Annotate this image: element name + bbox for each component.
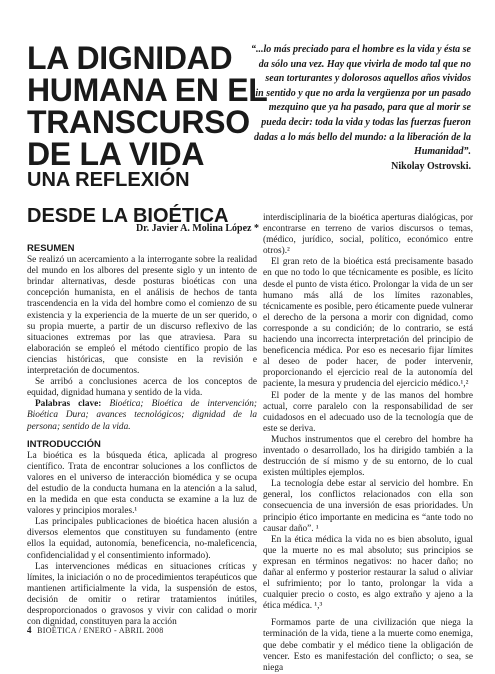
page-footer xyxy=(27,625,164,635)
body-paragraph: El poder de la mente y de las manos del hombre actual, corre paralelo con la responsabilidad de ser cuidadosos en el adecuado uso de la tecnología que de este se deriva. xyxy=(263,390,473,434)
subtitle-line: DESDE LA BIOÉTICA xyxy=(27,205,229,227)
keywords-text: Bioética; Bioética de intervención; Bioética Dura; avances tecnológicos; dignidad de la persona; sentido de la vida. xyxy=(27,399,257,432)
article-title xyxy=(27,42,287,170)
body-paragraph: La tecnología debe estar al servicio del hombre. En general, los conflictos relacionados con ella son consecuencia de una inversión de esas prioridades. Un principio ético importante en medicina es “ante todo no causar daño”. ¹ xyxy=(263,479,473,534)
resumen-paragraph: Se realizó un acercamiento a la interrogante sobre la realidad del mundo en los albores del presente siglo y un intento de brindar alternativas, desde posturas bioéticas con una concepción humanista, en el análisis de hechos de tanta trascendencia en la vida del hombre como el comienzo de su existencia y la experiencia de la muerte de un ser querido, o su propia muerte, a partir de un discurso reflexivo de las situaciones extremas por las que atraviesa. Para su elaboración se empleó el método científico propio de las ciencias históricas, que consiste en la revisión e interpretación de documentos. xyxy=(27,255,257,377)
intro-paragraph: Las principales publicaciones de bioética hacen alusión a diversos elementos que constituyen su fundamento (entre ellos la equidad, autonomía, beneficencia, no-maleficencia, confidencialidad y el consentimiento informado). xyxy=(27,517,257,561)
left-column xyxy=(27,243,257,628)
intro-heading: INTRODUCCIÓN xyxy=(27,438,101,450)
intro-paragraph: La bioética es la búsqueda ética, aplicada al progreso científico. Trata de encontrar soluciones a los conflictos de valores en el universo de interacción biomédica y se ocupa del estudio de la conducta humana en la atención a la salud, en la medida en que esta conducta se examine a la luz de valores y principios morales.¹ xyxy=(27,450,257,517)
keywords-label: Palabras clave: xyxy=(35,399,102,410)
keywords xyxy=(27,399,257,432)
quote-attribution: Nikolay Ostrovski. xyxy=(391,160,471,172)
right-column xyxy=(263,213,473,674)
body-paragraph: interdisciplinaria de la bioética aperturas dialógicas, por encontrarse en terreno de varios discursos o temas, (médico, jurídico, social, político, económico entre otros).² xyxy=(263,213,473,257)
quote-text: “...lo más preciado para el hombre es la vida y ésta se da sólo una vez. Hay que vivirla de modo tal que no sean torturantes y dolorosos aquellos años vividos sin sentido y que no arda la vergüenza por un pasado mezquino que ya ha pasado, para que al morir se pueda decir: toda la vida y todas las fuerzas fueron dadas a lo más bello del mundo: a la liberación de la Humanidad”. xyxy=(251,44,471,158)
page-number: 4 xyxy=(27,625,32,635)
title-line: LA DIGNIDAD xyxy=(27,40,233,76)
title-line: HUMANA EN EL xyxy=(27,72,268,108)
body-paragraph: En la ética médica la vida no es bien absoluto, igual que la muerte no es mal absoluto; sus principios se expresan en términos negativos: no hacer daño; no dañar al enfermo y posterior restaurar la salud o aliviar el sufrimiento; por lo tanto, prolongar la vida a cualquier precio o costo, es algo extraño y ajeno a la ética médica. ¹,³ xyxy=(263,534,473,612)
body-paragraph: El gran reto de la bioética está precisamente basado en que no todo lo que técnicamente es posible, es lícito desde el punto de vista ético. Prolongar la vida de un ser humano más allá de los límites razonables, técnicamente es posible, pero éticamente puede vulnerar el derecho de la persona a morir con dignidad, como corresponde a su condición; de lo contrario, se está haciendo una incorrecta interpretación del principio de beneficencia médica. Por eso es necesario fijar límites al deseo de poder hacer, de poder intervenir, proporcionando el ejercicio real de la autonomía del paciente, la mesura y prudencia del ejercicio médico.¹,² xyxy=(263,257,473,390)
title-line: DE LA VIDA xyxy=(27,136,205,172)
epigraph-quote xyxy=(251,43,471,174)
body-paragraph: Formamos parte de una civilización que niega la terminación de la vida, tiene a la muerte como enemiga, que debe combatir y el médico tiene la obligación de vencer. Esto es manifestación del conflicto; o sea, se niega xyxy=(263,618,473,673)
subtitle-line: UNA REFLEXIÓN xyxy=(27,169,190,191)
journal-issue: BIOÉTICA / ENERO - ABRIL 2008 xyxy=(37,626,164,635)
body-paragraph: Muchos instrumentos que el cerebro del hombre ha inventado o desarrollado, los ha dirigido también a la destrucción de sí mismo y de su entorno, de lo cual existen múltiples ejemplos. xyxy=(263,434,473,479)
title-line: TRANSCURSO xyxy=(27,104,250,140)
intro-paragraph: Las intervenciones médicas en situaciones críticas y límites, la iniciación o no de procedimientos terapéuticos que mantienen artificialmente la vida, la suspensión de estos, decisión de omitir o retirar tratamientos inútiles, desproporcionados o gravosos y vivir con calidad o morir con dignidad, constituyen para la acción xyxy=(27,561,257,628)
author-byline: Dr. Javier A. Molina López * xyxy=(135,223,259,234)
resumen-paragraph: Se arribó a conclusiones acerca de los conceptos de equidad, dignidad humana y sentido de la vida. xyxy=(27,377,257,399)
resumen-heading: RESUMEN xyxy=(27,243,75,254)
